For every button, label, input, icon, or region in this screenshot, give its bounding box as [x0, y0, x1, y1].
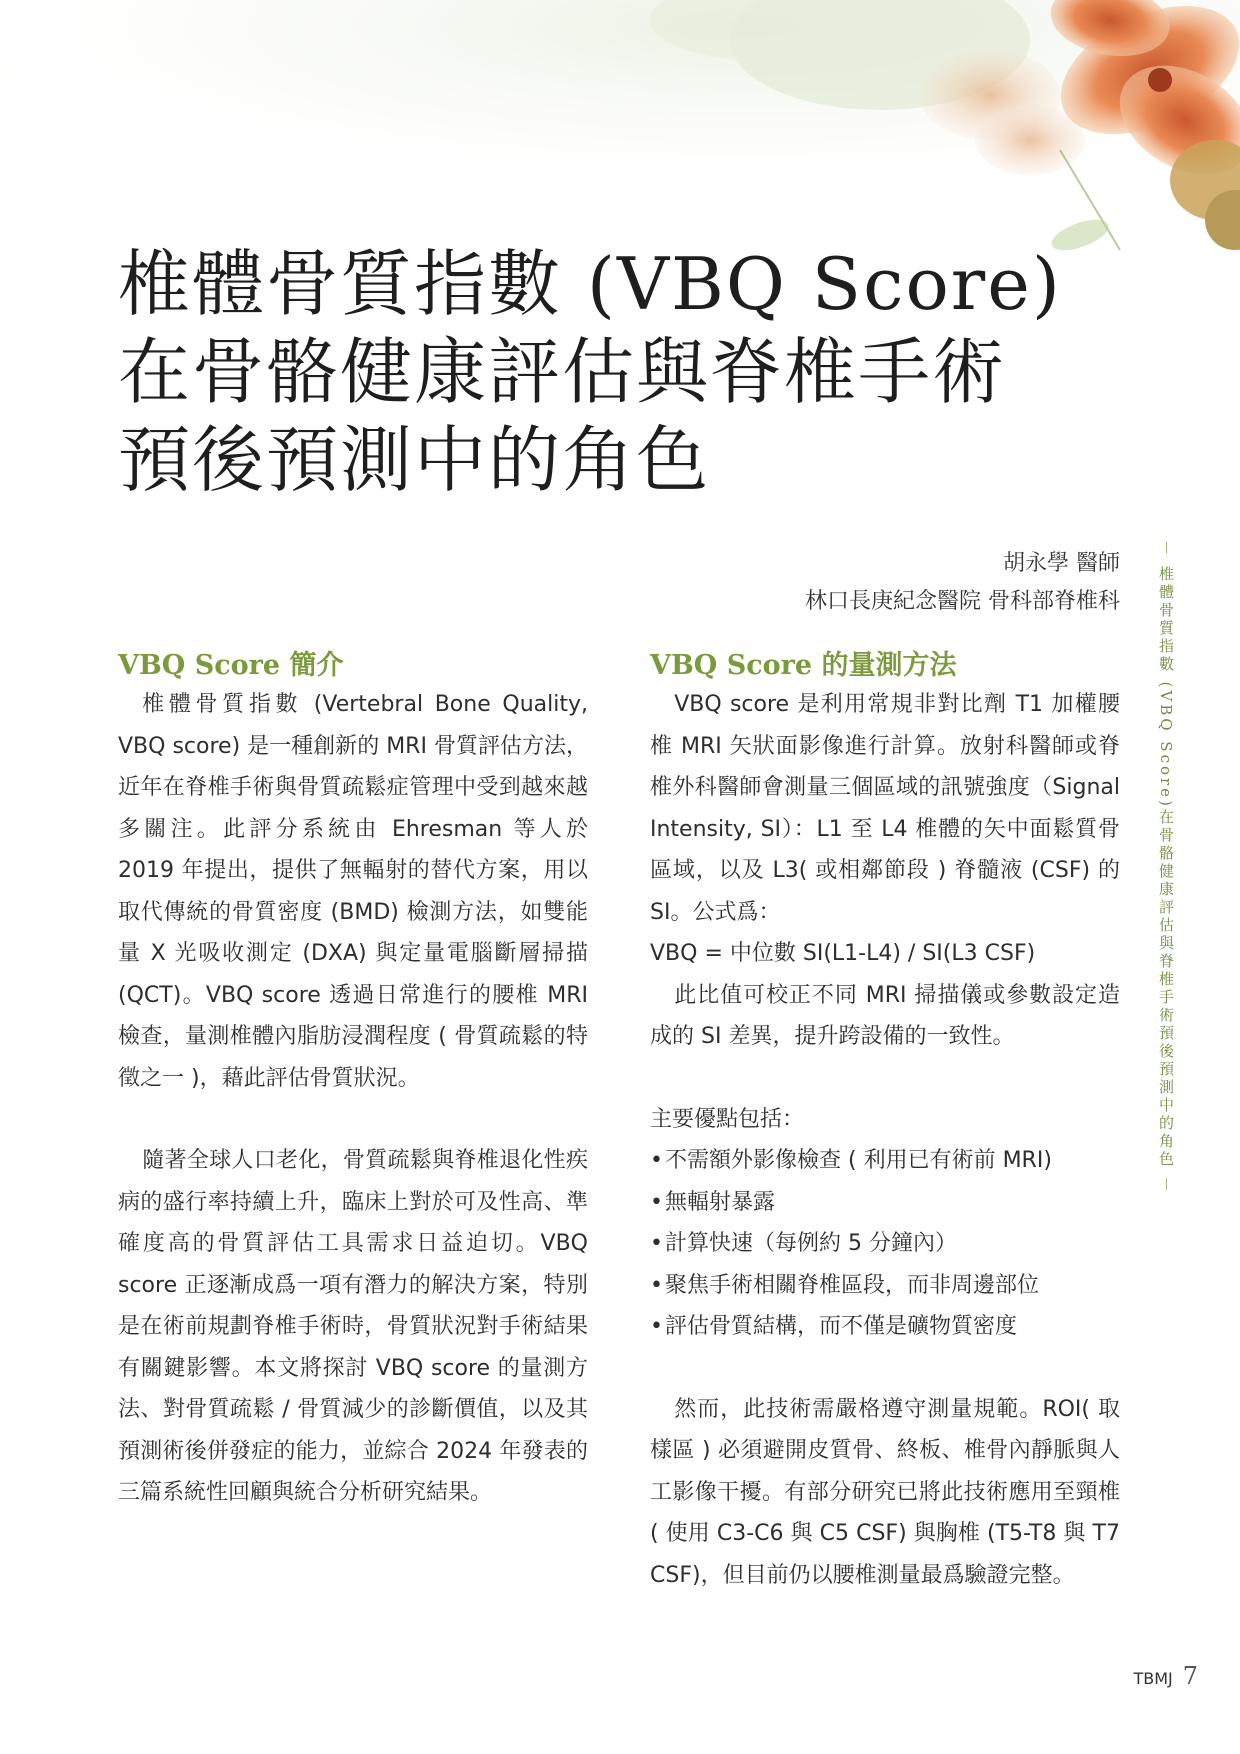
bullet-icon: • — [650, 1148, 663, 1173]
bullet-icon: • — [650, 1189, 663, 1215]
article-title — [118, 240, 1078, 504]
bullet-icon: • — [650, 1231, 663, 1256]
intro-paragraph-2: 隨著全球人口老化，骨質疏鬆與脊椎退化性疾病的盛行率持續上升，臨床上對於可及性高、準確度高的骨質評估工具需求日益迫切。VBQ score 正逐漸成爲一項有潛力的解決方案，特別是在術前規劃脊椎手術時，骨質狀況對手術結果有關鍵影響。本文將探討 VBQ score 的量測方法、對骨質疏鬆 / 骨質減少的診斷價值，以及其預測術後併發症的能力，並綜合 2024 年發表的三篇系統性回顧與統合分析研究結果。 — [118, 1148, 588, 1505]
list-item: • 聚焦手術相關脊椎區段，而非周邊部位 — [650, 1265, 1120, 1307]
journal-name: TBMJ — [1133, 1669, 1173, 1688]
vbq-formula: VBQ = 中位數 SI(L1-L4) / SI(L3 CSF) — [650, 941, 1036, 966]
method-closing-paragraph: 然而，此技術需嚴格遵守測量規範。ROI( 取樣區 ) 必須避開皮質骨、終板、椎骨內靜脈與人工影像干擾。有部分研究已將此技術應用至頸椎 ( 使用 C3-C6 與 C5 CSF) 與胸椎 (T5-T8 與 T7 CSF)，但目前仍以腰椎測量最爲驗證完整。 — [650, 1396, 1120, 1588]
author-affiliation: 林口長庚紀念醫院 骨科部脊椎科 — [805, 589, 1120, 614]
page-footer — [1133, 1662, 1198, 1690]
running-title-sidebar: － 椎體骨質指數 (VBQ Score)在骨骼健康評估與脊椎手術預後預測中的角色 － — [1157, 540, 1175, 1195]
page-number: 7 — [1182, 1662, 1198, 1690]
list-item: • 不需額外影像檢查 ( 利用已有術前 MRI) — [650, 1140, 1120, 1182]
bullet-icon: • — [650, 1272, 663, 1298]
author-block — [805, 545, 1120, 621]
section-heading-method: VBQ Score 的量測方法 — [650, 650, 957, 681]
title-line-2: 在骨骼健康評估與脊椎手術 — [118, 330, 1007, 414]
intro-paragraph-1: 椎體骨質指數 (Vertebral Bone Quality, VBQ score) 是一種創新的 MRI 骨質評估方法，近年在脊椎手術與骨質疏鬆症管理中受到越來越多關注。此評分系統由 Ehresman 等人於 2019 年提出，提供了無輻射的替代方案，用以取代傳統的骨質密度 (BMD) 檢測方法，如雙能量 X 光吸收測定 (DXA) 與定量電腦斷層掃描 (QCT)。VBQ score 透過日常進行的腰椎 MRI 檢查，量測椎體內脂肪浸潤程度 ( 骨質疏鬆的特徵之一 )，藉此評估骨質狀況。 — [118, 692, 588, 1091]
list-item: • 無輻射暴露 — [650, 1182, 1120, 1224]
list-item: • 計算快速（每例約 5 分鐘內） — [650, 1223, 1120, 1265]
author-name: 胡永學 醫師 — [1003, 551, 1120, 576]
title-line-1: 椎體骨質指數 (VBQ Score) — [118, 242, 1062, 326]
floral-header-image — [0, 0, 1240, 260]
method-intro-paragraph: VBQ score 是利用常規非對比劑 T1 加權腰椎 MRI 矢狀面影像進行計算。放射科醫師或脊椎外科醫師會測量三個區域的訊號強度（Signal Intensity, SI）：L1 至 L4 椎體的矢中面鬆質骨區域，以及 L3( 或相鄰節段 ) 脊髓液 (CSF) 的 SI。公式爲： — [650, 692, 1120, 925]
advantages-label: 主要優點包括： — [650, 1106, 805, 1132]
left-column — [118, 648, 588, 1514]
bullet-icon: • — [650, 1314, 663, 1339]
right-column — [650, 648, 1120, 1596]
method-note-paragraph: 此比值可校正不同 MRI 掃描儀或參數設定造成的 SI 差異，提升跨設備的一致性。 — [650, 982, 1120, 1049]
section-heading-intro: VBQ Score 簡介 — [118, 650, 344, 681]
title-line-3: 預後預測中的角色 — [118, 418, 711, 502]
advantages-list — [650, 1140, 1120, 1348]
list-item: • 評估骨質結構，而不僅是礦物質密度 — [650, 1306, 1120, 1348]
